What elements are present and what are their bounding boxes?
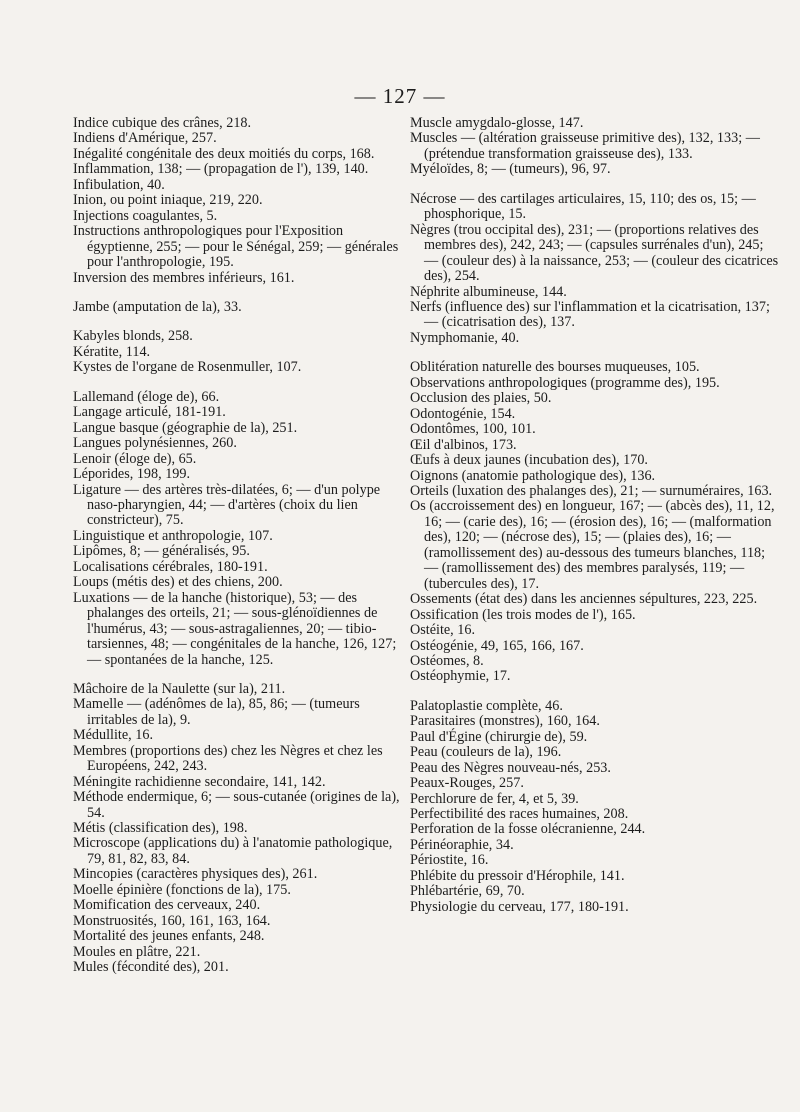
index-entry: Os (accroissement des) en longueur, 167; — (abcès des), 11, 12, 16; — (carie des), 16; — (érosion des), 16; — (malformation des), 120; — (nécrose des), 15; — (plaies des), 16; — (ramollissement des) au-dessous des tumeurs blanches, 118; — (ramollissement des) des membres paralysés, 119; — (tubercules des), 17.	[410, 498, 775, 592]
index-entry: Microscope (applications du) à l'anatomie pathologique, 79, 81, 82, 83, 84.	[73, 835, 393, 867]
index-entry: Nerfs (influence des) sur l'inflammation et la cicatrisation, 137; — (cicatrisation des), 137.	[410, 298, 770, 331]
index-entry: Lenoir (éloge de), 65.	[73, 450, 197, 467]
index-entry: Ossification (les trois modes de l'), 165.	[410, 606, 636, 623]
index-entry: Momification des cerveaux, 240.	[73, 897, 261, 914]
index-entry: Oblitération naturelle des bourses muqueuses, 105.	[410, 359, 700, 376]
index-entry: Nègres (trou occipital des), 231; — (proportions relatives des membres des), 242, 243; — (capsules surrénales d'un), 245; — (couleur des) à la naissance, 253; — (couleur des cicatrices des), 254.	[410, 221, 779, 285]
index-entry: Kératite, 114.	[73, 343, 151, 360]
index-entry: Linguistique et anthropologie, 107.	[73, 527, 273, 544]
index-entry: Observations anthropologiques (programme des), 195.	[410, 374, 720, 391]
index-entry: Parasitaires (monstres), 160, 164.	[410, 713, 600, 730]
index-entry: Moules en plâtre, 221.	[73, 943, 201, 960]
letter-section-gap	[410, 178, 780, 192]
letter-section-gap	[73, 286, 403, 300]
index-entry: Méthode endermique, 6; — sous-cutanée (origines de la), 54.	[73, 789, 400, 821]
index-entry: Perchlorure de fer, 4, et 5, 39.	[410, 790, 579, 807]
index-entry: Médullite, 16.	[73, 727, 153, 744]
index-entry: Peau (couleurs de la), 196.	[410, 744, 562, 761]
letter-section-gap	[410, 685, 780, 699]
index-entry: Œufs à deux jaunes (incubation des), 170.	[410, 452, 648, 469]
index-entry: Langues polynésiennes, 260.	[73, 435, 237, 452]
index-entry: Méningite rachidienne secondaire, 141, 142.	[73, 773, 326, 790]
index-entry: Indice cubique des crânes, 218.	[73, 115, 252, 131]
index-entry: Ostéomes, 8.	[410, 652, 484, 669]
index-entry: Odontômes, 100, 101.	[410, 421, 536, 438]
index-entry: Nymphomanie, 40.	[410, 329, 520, 346]
index-entry: Physiologie du cerveau, 177, 180-191.	[410, 898, 629, 915]
index-entry: Néphrite albumineuse, 144.	[410, 283, 567, 300]
index-entry: Monstruosités, 160, 161, 163, 164.	[73, 912, 271, 929]
letter-section-gap	[73, 376, 403, 390]
index-entry: Mincopies (caractères physiques des), 261.	[73, 866, 318, 883]
index-entry: Mâchoire de la Naulette (sur la), 211.	[73, 680, 286, 697]
index-entry: Moelle épinière (fonctions de la), 175.	[73, 881, 291, 898]
index-entry: Occlusion des plaies, 50.	[410, 390, 552, 407]
index-entry: Phlébite du pressoir d'Hérophile, 141.	[410, 867, 625, 884]
index-entry: Ligature — des artères très-dilatées, 6; — d'un polype naso-pharyngien, 44; — d'artères (choix du lien constricteur), 75.	[73, 481, 381, 529]
index-entry: Langage articulé, 181-191.	[73, 404, 226, 421]
letter-section-gap	[73, 668, 403, 682]
index-entry: Lipômes, 8; — généralisés, 95.	[73, 543, 250, 560]
index-entry: Inflammation, 138; — (propagation de l'), 139, 140.	[73, 161, 369, 178]
index-entry: Inion, ou point iniaque, 219, 220.	[73, 192, 263, 209]
index-entry: Léporides, 198, 199.	[73, 466, 191, 483]
index-entry: Odontogénie, 154.	[410, 405, 516, 422]
index-entry: Infibulation, 40.	[73, 176, 165, 193]
index-entry: Loups (métis des) et des chiens, 200.	[73, 574, 283, 591]
index-entry: Indiens d'Amérique, 257.	[73, 130, 217, 147]
index-entry: Périnéoraphie, 34.	[410, 836, 514, 853]
index-entry: Instructions anthropologiques pour l'Exposition égyptienne, 255; — pour le Sénégal, 259; — générales pour l'anthropologie, 195.	[73, 223, 399, 271]
index-entry: Inversion des membres inférieurs, 161.	[73, 269, 295, 286]
letter-section-gap	[410, 346, 780, 360]
index-column-left	[73, 116, 403, 976]
index-entry: Langue basque (géographie de la), 251.	[73, 419, 298, 436]
index-entry: Mules (fécondité des), 201.	[73, 959, 229, 976]
index-column-right	[410, 116, 780, 915]
index-entry: Ostéite, 16.	[410, 622, 476, 639]
index-entry: Mortalité des jeunes enfants, 248.	[73, 928, 265, 945]
index-entry: Orteils (luxation des phalanges des), 21; — surnuméraires, 163.	[410, 482, 773, 499]
index-entry: Ostéophymie, 17.	[410, 668, 511, 685]
index-entry: Luxations — de la hanche (historique), 53; — des phalanges des orteils, 21; — sous-glénoïdiennes de l'humérus, 43; — sous-astragaliennes, 20; — tibio-tarsiennes, 48; — congénitales de la hanche, 126, 127; — spontanées de la hanche, 125.	[73, 589, 397, 668]
index-entry: Perforation de la fosse olécranienne, 244.	[410, 821, 646, 838]
index-entry: Peaux-Rouges, 257.	[410, 775, 524, 792]
index-entry: Peau des Nègres nouveau-nés, 253.	[410, 759, 611, 776]
index-entry: Périostite, 16.	[410, 852, 489, 869]
index-entry: Œil d'albinos, 173.	[410, 436, 517, 453]
index-entry: Muscles — (altération graisseuse primitive des), 132, 133; — (prétendue transformation graisseuse des), 133.	[410, 130, 760, 162]
index-entry: Kystes de l'organe de Rosenmuller, 107.	[73, 359, 302, 376]
index-entry: Inégalité congénitale des deux moitiés du corps, 168.	[73, 145, 375, 162]
index-entry: Localisations cérébrales, 180-191.	[73, 558, 268, 575]
index-entry: Kabyles blonds, 258.	[73, 328, 193, 345]
index-entry: Membres (proportions des) chez les Nègres et chez les Européens, 242, 243.	[73, 742, 383, 775]
index-entry: Mamelle — (adénômes de la), 85, 86; — (tumeurs irritables de la), 9.	[73, 696, 360, 728]
index-entry: Phlébartérie, 69, 70.	[410, 883, 525, 900]
index-entry: Ostéogénie, 49, 165, 166, 167.	[410, 637, 584, 654]
page-number: — 127 —	[354, 84, 446, 108]
index-entry: Palatoplastie complète, 46.	[410, 697, 563, 714]
index-entry: Perfectibilité des races humaines, 208.	[410, 806, 629, 823]
index-entry: Paul d'Égine (chirurgie de), 59.	[410, 728, 588, 745]
index-entry: Métis (classification des), 198.	[73, 820, 248, 837]
index-entry: Muscle amygdalo-glosse, 147.	[410, 115, 584, 131]
index-entry: Injections coagulantes, 5.	[73, 207, 218, 224]
index-entry: Oignons (anatomie pathologique des), 136.	[410, 467, 656, 484]
index-entry: Ossements (état des) dans les anciennes sépultures, 223, 225.	[410, 591, 758, 608]
index-entry: Jambe (amputation de la), 33.	[73, 298, 242, 315]
index-entry: Myéloïdes, 8; — (tumeurs), 96, 97.	[410, 161, 611, 178]
letter-section-gap	[73, 315, 403, 329]
index-entry: Nécrose — des cartilages articulaires, 15, 110; des os, 15; — phosphorique, 15.	[410, 190, 756, 223]
index-entry: Lallemand (éloge de), 66.	[73, 388, 220, 405]
